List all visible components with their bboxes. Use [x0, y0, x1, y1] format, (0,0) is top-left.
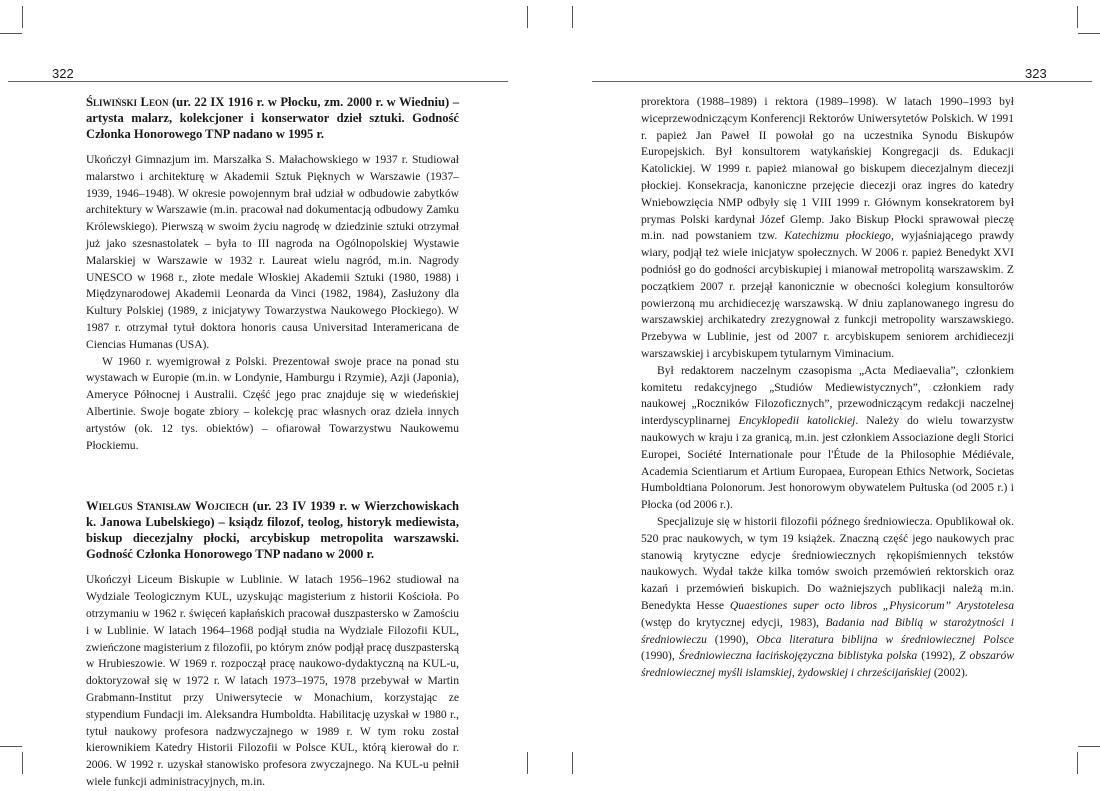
text-run: (1992), — [917, 649, 960, 663]
text-run: (1990), — [706, 632, 757, 646]
page-number-left: 322 — [52, 66, 74, 81]
italic-title: Badania nad Biblią w starożytności i średniowieczu — [641, 615, 1014, 646]
header-rule-right — [592, 81, 1092, 82]
italic-title: Katechizmu płockiego — [784, 229, 891, 243]
entry-paragraph: W 1960 r. wyemigrował z Polski. Prezentował swoje prace na ponad stu wystawach w Europie (m.in. w Londynie, Hamburgu i Rzymie), Azji (Japonia), Ameryce Północnej i Australii. Część jego prac znajduje się w wiedeńskiej Albertinie. Swoje bogate zbiory – kolekcję prac własnych oraz dzieła innych artystów (ok. 12 tys. obiektów) – ofiarował Towarzystwu Naukowemu Płockiemu. — [86, 354, 459, 452]
header-rule-left — [8, 81, 508, 82]
page-number-right: 323 — [1025, 66, 1047, 81]
entry-paragraph: Ukończył Gimnazjum im. Marszałka S. Małachowskiego w 1937 r. Studiował malarstwo i architekturę w Akademii Sztuk Pięknych w Warszawie (1937–1939, 1946–1948). W okresie powojennym brał udział w odbudowie zabytków architektury w Warszawie (m.in. pracował nad dokumentacją odbudowy Zamku Królewskiego). Pierwszą w swoim życiu nagrodę w dziedzinie sztuki otrzymał już jako szesnastolatek – była to III nagroda na Ogólnopolskiej Wystawie Malarskiej w Warszawie w 1932 r. Laureat wielu nagród, m.in. Nagrody UNESCO w 1968 r., złote medale Włoskiej Akademii Sztuki (1980, 1988) i Międzynarodowej Akademii Leonarda da Vinci (1982, 1984), Zasłużony dla Kultury Polskiej (1989, z inicjatywy Towarzystwa Naukowego Płockiego). W 1987 r. otrzymał tytuł doktora honoris causa Universitad Interamericana de Ciencias Humanas (USA). — [86, 153, 459, 351]
text-run: prorektora (1988–1989) i rektora (1989–1998). W latach 1990–1993 był wiceprzewodniczącym Konferencji Rektorów Uniwersytetów Polskich. W 1991 r. papież Jan Paweł II powołał go na uczestnika Synodu Biskupów Europejskich. Był konsultorem watykańskiej Kongregacji ds. Edukacji Katolickiej. W 1999 r. papież mianował go biskupem diecezjalnym diecezji płockiej. Konsekracja, kanoniczne przejęcie diecezji oraz ingres do katedry Wniebowzięcia NMP odbyły się 1 VIII 1999 r. Głównym konsekratorem był prymas Polski kardynał Józef Glemp. Jako Biskup Płocki sprawował pieczę m.in. nad powstaniem tzw. — [641, 95, 1014, 243]
crop-mark — [1077, 752, 1078, 774]
crop-mark — [572, 6, 573, 28]
left-page-column — [86, 94, 459, 791]
entry-paragraph — [641, 514, 1014, 682]
crop-mark — [1078, 746, 1100, 747]
entry-heading-text: (ur. 23 IV 1939 r. w Wierzchowiskach k. Janowa Lubelskiego) – ksiądz filozof, teolog, historyk mediewista, biskup diecezjalny płocki, arcybiskup metropolita warszawski. Godność Członka Honorowego TNP nadano w 2000 r. — [86, 499, 459, 562]
text-run: (1990), — [641, 649, 679, 663]
text-run: Był redaktorem naczelnym czasopisma „Acta Mediaevalia”, członkiem komitetu redakcyjnego „Studiów Mediewistycznych”, członkiem rady naukowej „Roczników Filozoficznych”, przewodniczącym redakcji naczelnej interdyscyplinarnej — [641, 363, 1014, 428]
crop-mark — [1077, 6, 1078, 28]
text-run: Specjalizuje się w historii filozofii późnego średniowiecza. Opublikował ok. 520 prac naukowych, w tym 19 książek. Znaczną część jego naukowych prac stanowią krytyczne edycje średniowiecznych rękopiśmiennych tekstów naukowych. Wydał także kilka tomów swoich przemówień rektorskich oraz kazań i przemówień biskupich. Do ważniejszych publikacji należą m.in. Benedykta Hesse — [641, 514, 1014, 612]
crop-mark — [0, 33, 22, 34]
crop-mark — [527, 752, 528, 774]
entry-name: Śliwiński Leon — [86, 95, 169, 109]
crop-mark — [1078, 33, 1100, 34]
text-run: (2002). — [931, 666, 968, 680]
italic-title: Średniowieczna łacińskojęzyczna biblistyka polska — [678, 649, 918, 663]
crop-mark — [22, 752, 23, 774]
crop-mark — [22, 6, 23, 28]
italic-title: Quaestiones super octo libros „Physicorum” Arystotelesa — [729, 598, 1014, 612]
entry-paragraph — [641, 363, 1014, 514]
entry-paragraph: Ukończył Liceum Biskupie w Lublinie. W latach 1956–1962 studiował na Wydziale Teologicznym KUL, uzyskując magisterium z historii Kościoła. Po otrzymaniu w 1962 r. święceń kapłańskich pracował duszpastersko w Zamościu i w Lublinie. W latach 1964–1968 podjął studia na Wydziale Filozofii KUL, zwieńczone magisterium z filozofii, po którym znów podjął pracę duszpasterską w Hrubieszowie. W 1969 r. rozpoczął pracę naukowo-dydaktyczną na KUL-u, doktoryzował się w 1972 r. W latach 1973–1975, 1978 przebywał w Martin Grabmann-Institut przy Uniwersytecie w Monachium, korzystając ze stypendium Fundacji im. Aleksandra Humboldta. Habilitację uzyskał w 1980 r., tytuł naukowy profesora nadzwyczajnego w 1989 r. W tym roku został kierownikiem Katedry Historii Filozofii w Polsce KUL, którą kierował do r. 2006. W 1992 r. uzyskał stanowisko profesora zwyczajnego. Na KUL-u pełnił wiele funkcji administracyjnych, m.in. — [86, 573, 459, 788]
entry-heading-text: (ur. 22 IX 1916 r. w Płocku, zm. 2000 r. w Wiedniu) – artysta malarz, kolekcjoner i konserwator dzieł sztuki. Godność Członka Honorowego TNP nadano w 1995 r. — [86, 95, 460, 141]
entry-name: Wielgus Stanisław Wojciech — [86, 499, 249, 514]
crop-mark — [527, 6, 528, 28]
crop-mark — [572, 752, 573, 774]
right-page-column — [641, 94, 1014, 682]
entry-heading — [86, 498, 459, 562]
crop-mark — [0, 746, 22, 747]
italic-title: Obca literatura biblijna w średniowiecznej Polsce — [756, 632, 1014, 646]
text-run: . Należy do wielu towarzystw naukowych w kraju i za granicą, m.in. jest członkiem Associazione degli Storici Europei, Société Internationale pour l'Étude de la Philosophie Médiévale, Academia Scientiarum et Artium Europaea, European Ethics Network, Societas Humboldtiana Polonorum. Jest honorowym obywatelem Pułtuska (od 2005 r.) i Płocka (od 2006 r.). — [641, 414, 1014, 512]
entry-paragraph — [641, 94, 1014, 363]
text-run: (wstęp do krytycznej edycji, 1983), — [641, 615, 826, 629]
italic-title: Encyklopedii katolickiej — [738, 414, 856, 428]
text-run: , wyjaśniającego prawdy wiary, podjął też wiele inicjatyw społecznych. W 2006 r. papież Benedykt XVI podniósł go do godności arcybiskupiej i mianował metropolitą warszawskim. Z początkiem 2007 r. przejął kanonicznie w obecności kolegium konsultorów powierzoną mu archidiecezję warszawską. W dniu zaplanowanego ingresu do warszawskiej archikatedry zrezygnował z funkcji metropolity warszawskiego. Przebywa w Lublinie, jest od 2007 r. arcybiskupem seniorem archidiecezji warszawskiej i arcybiskupem tytularnym Viminacium. — [641, 229, 1014, 360]
entry-heading — [86, 94, 459, 142]
italic-title: Z obszarów średniowiecznej myśli islamskiej, żydowskiej i chrześcijańskiej — [641, 649, 1014, 680]
